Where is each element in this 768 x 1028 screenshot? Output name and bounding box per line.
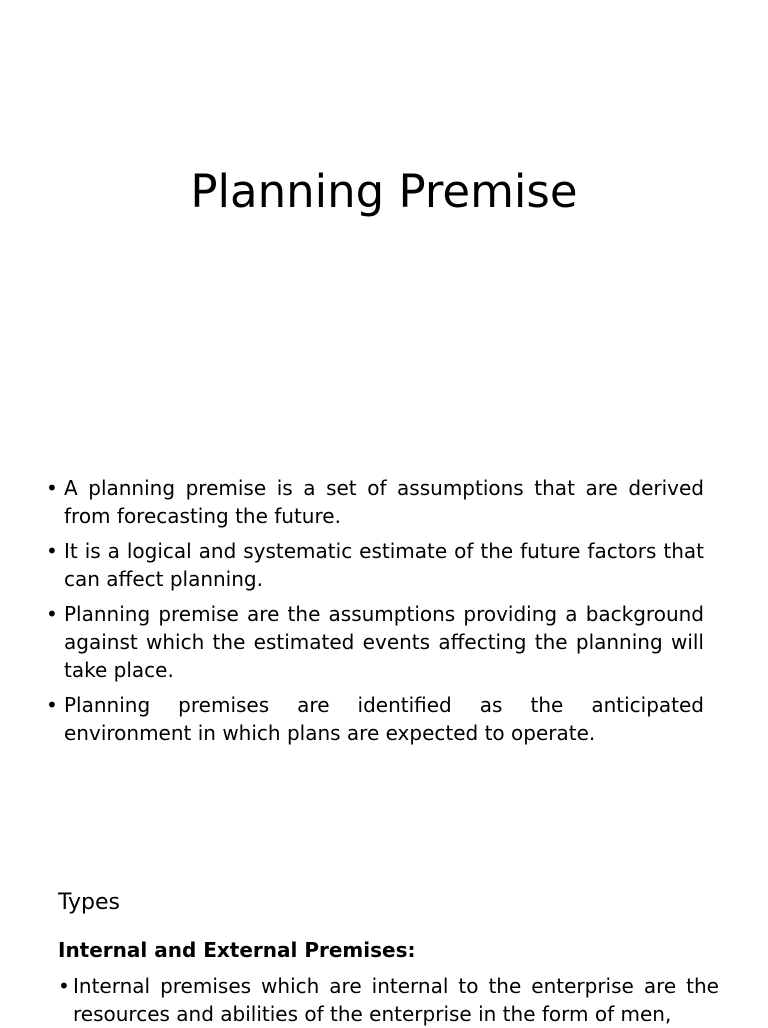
bullet-icon: • [46, 693, 58, 717]
bullet-text: It is a logical and systematic estimate of the future factors that can affect planning. [64, 539, 704, 591]
bullet-icon: • [46, 476, 58, 500]
bullet-text: Internal premises which are internal to the enterprise are the resources and abilities of the enterprise in the form of men, [73, 974, 719, 1026]
types-bullet [58, 972, 719, 1028]
bullet-text: Planning premise are the assumptions providing a background against which the estimated events affecting the planning will take place. [64, 602, 704, 682]
definition-bullet [46, 691, 704, 747]
bullet-text: A planning premise is a set of assumptions that are derived from forecasting the future. [64, 476, 704, 528]
bullet-icon: • [46, 602, 58, 626]
bullet-icon: • [58, 974, 70, 998]
bullet-icon: • [46, 539, 58, 563]
page-title: Planning Premise [190, 165, 578, 218]
definition-bullet [46, 600, 704, 684]
types-bullet-list [58, 972, 719, 1028]
internal-external-premises-heading: Internal and External Premises: [58, 938, 416, 962]
definition-bullet [46, 537, 704, 593]
definition-bullet-list [46, 474, 704, 754]
types-heading: Types [58, 890, 120, 915]
definition-bullet [46, 474, 704, 530]
bullet-text: Planning premises are identified as the anticipated environment in which plans are expected to operate. [64, 693, 704, 745]
